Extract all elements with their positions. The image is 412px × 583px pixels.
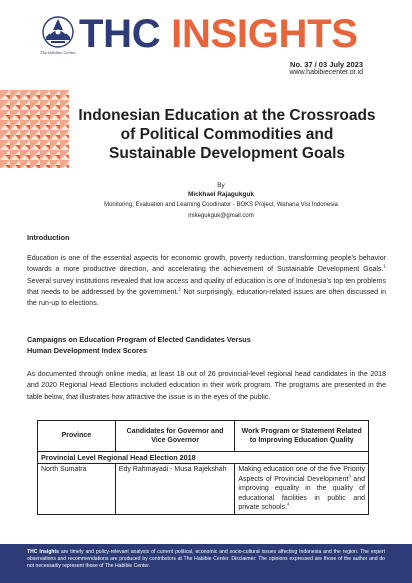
- footnote-ref[interactable]: 4: [287, 501, 290, 507]
- section-heading-campaigns: Campaigns on Education Program of Elected Candidates Versus Human Development Index Scores: [27, 335, 251, 355]
- logo-caption: The Habibie Center: [40, 51, 76, 55]
- author-role: Monitoring, Evaluation and Learning Coodinator - BOKS Project, Wahana Visi Indonesia: [104, 202, 338, 208]
- table-section-row: [38, 452, 369, 464]
- footer-text: are timely and policy-relevant analysis of current political, economic and socio-cultural issues affecting Indonesia and the region. The expert observations and recommendations are produced by contributors at The Habibie Center. Disclaimer: The opinions expressed are those of the author and do not necessarily represent those of The Habibie Center.: [27, 549, 385, 570]
- title-line: Sustainable Development Goals: [108, 145, 345, 162]
- issue-number: No. 37 / 03 July 2023: [290, 60, 363, 69]
- byline-label: By: [217, 182, 225, 189]
- table-row: [38, 464, 369, 515]
- brand-insights: INSIGHTS: [160, 12, 358, 56]
- section-row-label: Provincial Level Regional Head Election 2018: [38, 452, 369, 464]
- table-header-row: [38, 421, 369, 452]
- footnote-ref[interactable]: 2: [178, 286, 181, 292]
- brand-thc: THC: [79, 12, 161, 56]
- title-line: Indonesian Education at the Crossroads: [78, 107, 376, 124]
- author-email[interactable]: mikegukguk@gmail.com: [188, 213, 254, 219]
- column-header: Province: [38, 421, 116, 452]
- footer-disclaimer: [0, 544, 412, 583]
- column-header: Candidates for Governor and Vice Governor: [115, 421, 235, 452]
- cell-province: North Sumatra: [38, 464, 116, 515]
- title-line: of Political Commodities and: [120, 126, 334, 143]
- cell-candidates: Edy Rahmayadi - Musa Rajekshah: [115, 464, 235, 515]
- footer-brand: THC Insights: [27, 549, 59, 555]
- footnote-ref[interactable]: 1: [383, 263, 386, 269]
- column-header: Work Program or Statement Related to Improving Education Quality: [235, 421, 369, 452]
- cell-program: Making education one of the five Priority Aspects of Provincial Development$^3$ and improving equality in the quality of educational facilities in public and private schools.$^4$: [235, 464, 369, 515]
- author-name: Mickhael Rajagukguk: [187, 191, 255, 198]
- website-link[interactable]: www.habibiecenter.or.id: [289, 69, 363, 76]
- campaigns-paragraph: As documented through online media, at least 18 out of 26 provincial-level regional head candidates in the 2018 and 2020 Regional Head Elections included education in their work program. The programs are presented in the table below, that illustrates how attractive the issue is in the eyes of the public.: [27, 371, 386, 401]
- decorative-pattern: [0, 90, 69, 168]
- section-heading-introduction: Introduction: [27, 233, 70, 242]
- publication-brand: [79, 12, 358, 56]
- footnote-ref[interactable]: 3: [348, 473, 351, 479]
- intro-paragraph: Education is one of the essential aspects for economic growth, poverty reduction, transforming people’s behavior towards a more productive direction, and accelerating the achievement of Sustainable Development Goals.$^1$ Several survey institutions revealed that low access and quality of education is one of Indonesia’s top ten problems that needs to be addressed by the government.$^2$ Not surprisingly, education-related issues are often discussed in the run-up to elections.: [27, 255, 386, 308]
- campaign-table: [37, 420, 369, 515]
- article-title: [60, 106, 394, 163]
